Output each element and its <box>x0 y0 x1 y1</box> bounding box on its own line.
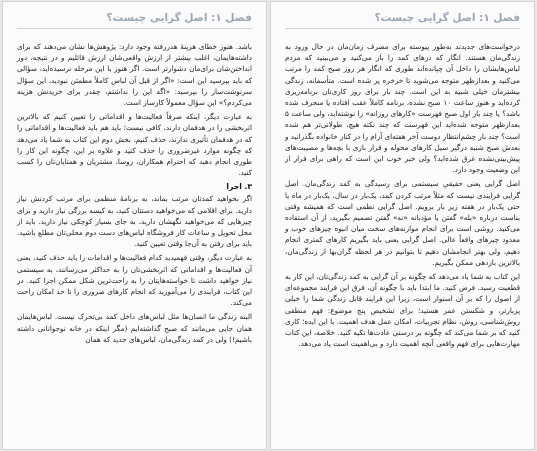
paragraph: به عبارت دیگر، وقتی فهمیدید کدام فعالیت‌ها و اقدامات را باید حذف کنید، یعنی آن فعالیت‌ها و اقداماتی که اثربخشی‌تان را به حداکثر می‌رسانند، به سیستمی نیاز خواهید داشت تا خواسته‌هایتان را به راحت‌ترین شکل ممکن اجرا کنید. در این کتاب، فرایندی را می‌آموزید که انجام کارهای ضروری را تا حد امکان راحت می‌کند. <box>17 253 252 308</box>
paragraph: اصل گرایی یعنی حقیقیِ سیستمی برای رسیدگی به کمد زندگی‌مان. اصل گرایی فرایندی نیست که مثلاً مرتب کردن کمد، یک‌بار در سال، یک‌بار در ماه یا حتی یک‌بار در هفته زیر بار برویم. اصل گرایی نظمی است که همیشه وقتی بناست درباره «بله» گفتن یا مؤدبانه «نه» گفتن تصمیم بگیرید، از آن استفاده می‌کنید. روشی است برای انجام موازنه‌های سخت میان انبوه چیزهای خوب و معدود چیزهای واقعاً عالی. اصل گرایی یعنی باید بگیریم کارهای کمتری انجام دهیم، ولی بهتر انجامشان دهیم تا بتوانیم در هر لحظه گران‌بها از زندگی‌مان، بالاترین بازدهی ممکن بگیریم. <box>285 179 520 267</box>
paragraph: باشد. هنوز خطای هزینهٔ هدررفته وجود دارد: پژوهش‌ها نشان می‌دهند که برای داشته‌هایمان، اغلب بیشتر از ارزش واقعی‌شان ارزش قائلیم و در نتیجه، دور انداختن‌شان برای‌مان دشوارتر است. اگر هنوز با این مرحله نرسیده‌اید، سؤالی که باید بپرسید این است: «اگر از قبل آن لباس کاملاً مطمئن نبودید، این سؤال سرنوشت‌ساز را بپرسید: «اگه این را نداشتم، چقدر برای خریدنش هزینه می‌کردم؟» این سؤال معمولاً کارساز است. <box>17 42 252 108</box>
page-header: فصل ۱: اصل گرایی چیست؟ <box>17 12 252 29</box>
paragraph: البته زندگی ما انسان‌ها مثل لباس‌های داخل کمد بی‌تحرک نیست. لباس‌هایمان همان جایی می‌مانند که صبح گذاشته‌ایم (مگر اینکه در خانه نوجوانانی داشته باشیم!) ولی در کمد زندگی‌مان، لباس‌های جدید که همان <box>17 312 252 344</box>
paragraph: درخواست‌های جدیدند به‌طور پیوسته برای مصرف زمان‌مان در حال ورود به زندگی‌مان هستند. انگار که درهای کمد را باز می‌کنید و می‌بینید که مردم لباس‌هایشان را داخل آن چپانده‌اند طوری که انگار هر روز صبح کمد را مرتب می‌کنید و بعدازظهر متوجه می‌شوید تا خرخره پر شده است. متأسفانه، زندگی بیشترمان خیلی شبیه به این است. چند بار برای روز کاری‌تان برنامه‌ریزی کرده‌اید و هنوز ساعت ۱۰ صبح نشده، برنامه کاملاً عقب افتاده یا منحرف شده باشد؟ یا چند بار اول صبح فهرست «کارهای روزانه» را نوشته‌اید، ولی ساعت ۵ بعدازظهر متوجه شده‌اید این فهرست که چند نکته هیچ، طولانی‌تر هم شده است؟ چند بار چشم‌انتظار دوست آخر هفته‌ای آرام را در کنار خانواده بگذرانید و بعدش صبح شنبه درگیر سیل کارهای محوله و قرار بازی با بچه‌ها و مصیبت‌های پیش‌بینی‌نشده غرق شده‌اید؟ ولی خبر خوب این است که راهی برای فرار از این وضعیت وجود دارد. <box>285 42 521 175</box>
paragraph: این کتاب به شما یاد می‌دهد که چگونه بر آن گرایی به کمد زندگی‌تان، این کار به قطعیت رسید. فرض کنید. ما ابتدا باید با چگونه آن، فرق این فرایند مجموعه‌ای از اصول را که بر آن استوار است، زیرا این فرایند قابل زندگی شما را خیلی پربارتر، و شکستن عمر هستید؛ برای تشخیص پنج موضوع: فهم منطقی روش‌شناسی، روش، نظام تجربیات، امکان عمل هدف اهمیت. با این ایده؛ کاری کنید که بر شما می‌کند که چگونه بر درستی عادت‌ها تکیه کنید. خلاصه، این کتاب مهارت‌هایی برای فهم واقعی آنچه اهمیت دارد و بی‌اهمیت است یاد می‌دهد. <box>285 272 520 349</box>
page-body <box>17 41 252 345</box>
paragraph: به عبارت دیگر، اینکه صرفاً فعالیت‌ها و اقداماتی را تعیین کنیم که بالاترین اثربخشی را در هدفمان دارند، کافی نیست؛ باید هم باید فعالیت‌ها و اقداماتی را که در هدفمان تأثیری ندارند، حذف کنیم. بخش دوم این کتاب به شما یاد می‌دهد که چگونه موارد غیرضروری را حذف کنید و علاوه بر این، چگونه این کار را طوری انجام دهید که احترام همکاران، روسا، مشتریان و همتایان‌تان را کسب کنید. <box>17 112 252 178</box>
left-page <box>3 2 266 449</box>
section-heading: ۳. اجرا <box>226 182 252 192</box>
page-header: فصل ۱: اصل گرایی چیست؟ <box>285 12 520 29</box>
paragraph: اگر بخواهید کمدتان مرتب بماند، به برنامهٔ منظمی برای مرتب کردنش نیاز دارید. برای اقلامی که می‌خواهید دستتان کنید، به کیسه بزرگی نیاز دارید و برای چیزهایی که می‌خواهید نگهشان دارید، به جای بسیار کوچکی نیاز دارید. باید از محل تحویل و ساعات کار فروشگاه لباس‌های دست دوم محلی‌تان مطلع باشید. باید برای رفتن به آن‌جا وقتی تعیین کنید. <box>17 194 252 249</box>
right-page <box>271 2 534 449</box>
page-body <box>285 41 520 349</box>
